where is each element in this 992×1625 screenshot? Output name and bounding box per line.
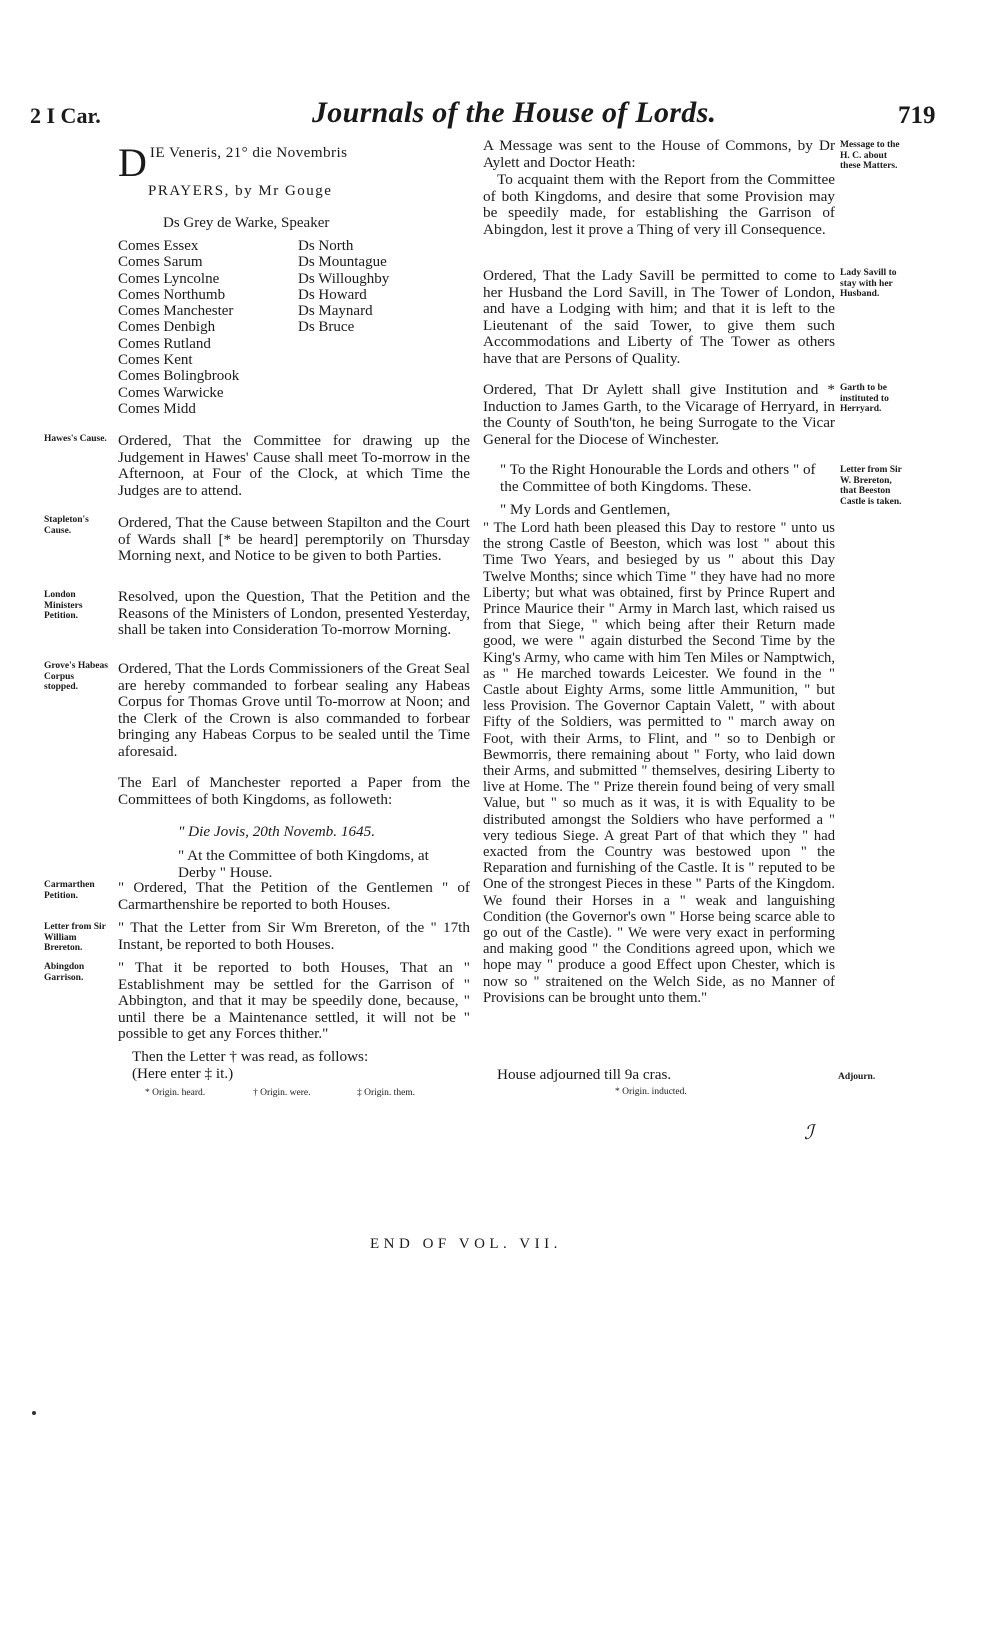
- margin-note: Hawes's Cause.: [44, 434, 107, 444]
- lord-entry: Comes Rutland: [118, 335, 211, 352]
- date-line: IE Veneris, 21° die Novembris: [149, 144, 348, 161]
- margin-note: Grove's Habeas Corpus stopped.: [44, 661, 108, 692]
- lord-entry: Comes Warwicke: [118, 384, 224, 401]
- lords-present-col1: [118, 238, 239, 417]
- lord-entry: Comes Bolingbrook: [118, 368, 240, 385]
- entry-message-text: To acquaint them with the Report from the Committee of both Kingdoms, and desire that some Provision may be speedily made, for establishing the Garrison of Abingdon, lest it prove a Thing of very ill Consequence.: [483, 171, 835, 238]
- lord-entry: Comes Denbigh: [118, 319, 216, 336]
- entry-letter-read: Then the Letter † was read, as follows:: [132, 1048, 369, 1065]
- end-of-volume: END OF VOL. VII.: [370, 1236, 562, 1252]
- lords-present-col2: [298, 238, 389, 336]
- entry-grove-habeas-corpus: Ordered, That the Lords Commissioners of the Great Seal are hereby commanded to forbear sealing any Habeas Corpus for Thomas Grove until To-morrow at Noon; and the Clerk of the Crown is also commanded to forbear bringing any Habeas Corpus to be sealed until the Time aforesaid.: [118, 660, 470, 760]
- footnote: * Origin. inducted.: [615, 1087, 687, 1097]
- margin-note: Carmarthen Petition.: [44, 880, 95, 901]
- entry-committee-heading: " At the Committee of both Kingdoms, at Derby " House.: [178, 847, 429, 881]
- letter-salutation: " My Lords and Gentlemen,: [500, 501, 671, 518]
- margin-note: Letter from Sir William Brereton.: [44, 922, 106, 953]
- running-head-title: Journals of the House of Lords.: [312, 96, 717, 129]
- lord-entry: Comes Midd: [118, 400, 196, 417]
- lord-entry: Comes Lyncolne: [118, 270, 220, 287]
- footnote: † Origin. were.: [253, 1088, 311, 1098]
- margin-note: Letter from Sir W. Brereton, that Beeston Castle is taken.: [840, 465, 902, 507]
- lord-entry: Ds Bruce: [298, 319, 355, 336]
- ink-speck: [32, 1411, 36, 1415]
- footnote: ‡ Origin. them.: [357, 1088, 416, 1098]
- running-head-regnal-year: 2 I Car.: [30, 103, 101, 128]
- entry-brereton-letter-order: " That the Letter from Sir Wm Brereton, of the " 17th Instant, be reported to both Houses.: [118, 919, 470, 953]
- margin-note: Adjourn.: [838, 1072, 876, 1082]
- lord-entry: Comes Manchester: [118, 303, 234, 320]
- entry-stapleton-cause: Ordered, That the Cause between Stapilton and the Court of Wards shall [* be heard] peremptorily on Thursday Morning next, and Notice to be given to both Parties.: [118, 514, 470, 565]
- entry-lady-savill: Ordered, That the Lady Savill be permitted to come to her Husband the Lord Savill, in The Tower of London, and have a Lodging with him; and that it is left to the Lieutenant of the said Tower, to give them such Accommodations and Liberty of The Tower as others have that are Persons of Quality.: [483, 267, 835, 367]
- entry-message-commons: A Message was sent to the House of Commons, by Dr Aylett and Doctor Heath:: [483, 137, 835, 171]
- footnote: * Origin. heard.: [145, 1088, 206, 1098]
- margin-note: Abingdon Garrison.: [44, 962, 85, 983]
- margin-note: Garth to be instituted to Herryard.: [840, 383, 889, 414]
- entry-abingdon-order: " That it be reported to both Houses, That an " Establishment may be settled for the Garrison of " Abbington, and that it may be speedily done, because, " until there be a Maintenance settled, it will not be " possible to get any Forces thither.": [118, 959, 470, 1043]
- entry-here-enter: (Here enter ‡ it.): [132, 1065, 234, 1082]
- lord-entry: Ds Maynard: [298, 303, 373, 320]
- drop-cap: D: [118, 140, 147, 185]
- lord-entry: Ds Willoughby: [298, 270, 390, 287]
- letter-address: " To the Right Honourable the Lords and others " of the Committee of both Kingdoms. These.: [500, 461, 816, 495]
- entry-garth-institution: Ordered, That Dr Aylett shall give Institution and * Induction to James Garth, to the Vicarage of Herryard, in the County of South'ton, he being Surrogate to the Vicar General for the Diocese of Winchester.: [483, 381, 835, 448]
- entry-carmarthen-order: " Ordered, That the Petition of the Gentlemen " of Carmarthenshire be reported to both Houses.: [118, 879, 470, 913]
- adjournment-line: House adjourned till 9a cras.: [497, 1066, 672, 1083]
- entry-london-ministers: Resolved, upon the Question, That the Petition and the Reasons of the Ministers of London, presented Yesterday, shall be taken into Consideration To-morrow Morning.: [118, 588, 470, 639]
- prayers-line: PRAYERS, by Mr Gouge: [148, 183, 333, 199]
- margin-note: Lady Savill to stay with her Husband.: [840, 268, 897, 299]
- speaker-line: Ds Grey de Warke, Speaker: [163, 215, 330, 231]
- letter-brereton-body: " The Lord hath been pleased this Day to restore " unto us the strong Castle of Beeston, which was lost " about this Time Two Years, and besieged by us " about this Day Twelve Months; since which Time " they have had no more Liberty; but what was obtained, first by Prince Rupert and Prince Maurice their " Army in March last, which raised us from that Siege, " which being after their Return made good, we were " again disturbed the Second Time by the King's Army, who came with him Ten Miles or Namptwich, as " He marched towards Leicester. We found in the " Castle about Eighty Arms, some little Ammunition, " but less Provision. The Governor Captain Valett, " with about Fifty of the Soldiers, was permitted to " march away on Foot, with their Arms, to Flint, and " so to Denbigh or Bewmorris, there remaining about " Forty, who laid down their Arms, and submitted " themselves, desiring Liberty to live at Home. The " Prize therein found being of very small Value, but " so much as it was, it is with Equality to be distributed amongst the Soldiers who have performed a " very tedious Siege. A great Part of that which they " had exacted from the Country was bestowed upon " the Reparation and furnishing of the Castle. It is " reputed to be One of the strongest Pieces in these " Parts of the Kingdom. We found their Horses in a " weak and languishing Condition (the Governor's own " Horse being scarce able to go out of the Castle). " We were very exact in performing and making good " the Conditions agreed upon, which we hope may " produce a good Effect upon Chester, which is now so " straitened on the Welch Side, as no Manner of Provisions can be brought unto them.": [483, 520, 835, 1006]
- page-number: 719: [898, 102, 936, 129]
- lord-entry: Comes Northumb: [118, 286, 226, 303]
- lord-entry: Comes Sarum: [118, 254, 203, 271]
- lord-entry: Ds Mountague: [298, 254, 387, 271]
- entry-hawes-cause: Ordered, That the Committee for drawing up the Judgement in Hawes' Cause shall meet To-morrow in the Afternoon, at Four of the Clock, at which Time the Judges are to attend.: [118, 432, 470, 499]
- handwritten-mark: ℐ: [804, 1122, 814, 1144]
- margin-note: London Ministers Petition.: [44, 590, 83, 621]
- lord-entry: Comes Essex: [118, 238, 199, 254]
- entry-die-jovis: " Die Jovis, 20th Novemb. 1645.: [178, 823, 376, 840]
- margin-note: Stapleton's Cause.: [44, 515, 89, 536]
- lord-entry: Comes Kent: [118, 352, 193, 369]
- margin-note: Message to the H. C. about these Matters.: [840, 140, 900, 171]
- entry-manchester-report: The Earl of Manchester reported a Paper from the Committees of both Kingdoms, as followeth:: [118, 774, 470, 808]
- lord-entry: Ds Howard: [298, 286, 367, 303]
- date-heading: [118, 140, 470, 185]
- lord-entry: Ds North: [298, 238, 354, 254]
